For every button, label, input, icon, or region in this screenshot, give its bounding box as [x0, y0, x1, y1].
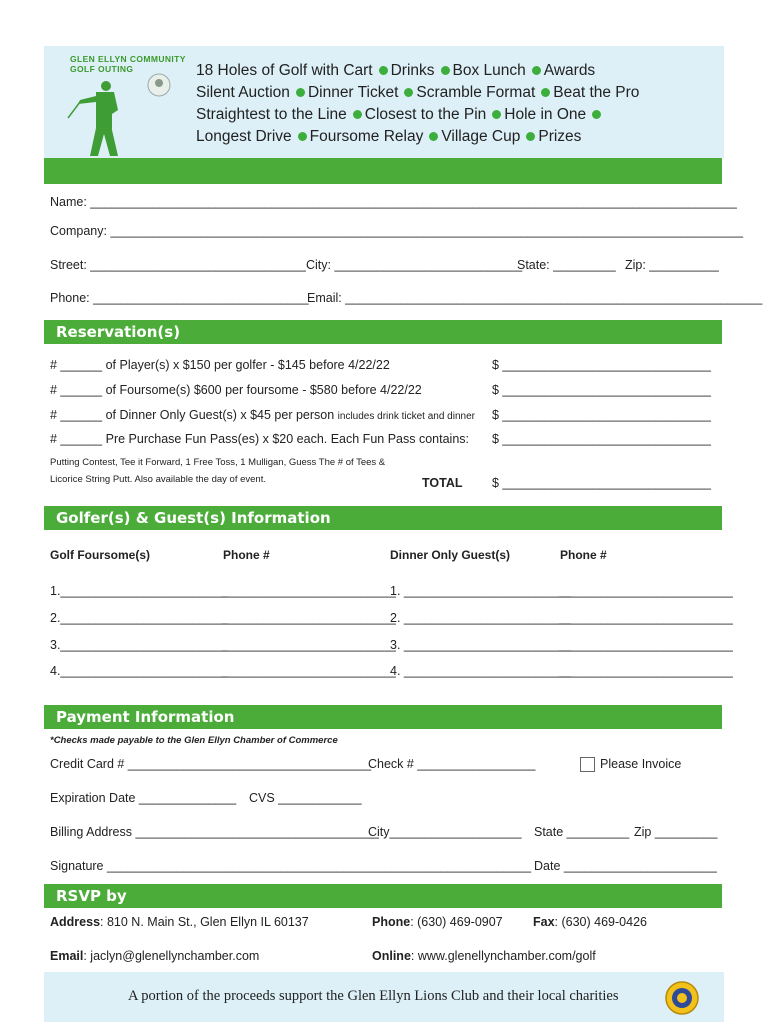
funpass-amount[interactable]: $ ______________________________	[492, 432, 711, 446]
credit-card-field[interactable]: Credit Card # ___________________________________	[50, 757, 372, 771]
rsvp-email[interactable]: Email: jaclyn@glenellynchamber.com	[50, 949, 260, 963]
col-phone-2: Phone #	[560, 548, 607, 562]
date-field[interactable]: Date ______________________	[534, 859, 717, 873]
checks-note: *Checks made payable to the Glen Ellyn Chamber of Commerce	[50, 735, 338, 746]
billing-city-field[interactable]: City___________________	[368, 825, 522, 839]
name-field[interactable]: Name: _____________________________________________________________________________________________	[50, 195, 737, 209]
golfers-header: Golfer(s) & Guest(s) Information	[44, 506, 722, 530]
features-row-3: Straightest to the Line Closest to the Pin Hole in One	[196, 104, 639, 126]
total-label: TOTAL	[422, 476, 463, 490]
golfer-entry-3[interactable]: 3.________________________	[50, 638, 228, 652]
lions-club-emblem-icon	[664, 980, 700, 1016]
funpass-field[interactable]: # ______ Pre Purchase Fun Pass(es) x $20 each. Each Fun Pass contains:	[50, 432, 469, 446]
reservations-header: Reservation(s)	[44, 320, 722, 344]
guest-entry-4[interactable]: 4. ________________________	[390, 664, 571, 678]
guest-entry-1[interactable]: 1. ________________________	[390, 584, 571, 598]
bullet-icon	[429, 132, 438, 141]
bullet-icon	[441, 66, 450, 75]
street-field[interactable]: Street: _______________________________	[50, 258, 306, 272]
total-amount[interactable]: $ ______________________________	[492, 476, 711, 490]
guest-entry-3[interactable]: 3. ________________________	[390, 638, 571, 652]
bullet-icon	[298, 132, 307, 141]
bullet-icon	[532, 66, 541, 75]
payment-header: Payment Information	[44, 705, 722, 729]
guest-phone-3[interactable]: _________________________	[559, 638, 733, 652]
bullet-icon	[541, 88, 550, 97]
header-divider-bar	[44, 158, 722, 184]
features-row-4: Longest Drive Foursome Relay Village Cup Prizes	[196, 128, 582, 145]
foursomes-field[interactable]: # ______ of Foursome(s) $600 per foursome - $580 before 4/22/22	[50, 383, 422, 397]
billing-zip-field[interactable]: Zip _________	[634, 825, 718, 839]
golfer-entry-4[interactable]: 4.________________________	[50, 664, 228, 678]
golfer-entry-2[interactable]: 2.________________________	[50, 611, 228, 625]
footer-text: A portion of the proceeds support the Glen Ellyn Lions Club and their local charities	[128, 988, 619, 1004]
expiration-field[interactable]: Expiration Date ______________	[50, 791, 237, 805]
cvs-field[interactable]: CVS ____________	[249, 791, 362, 805]
state-field[interactable]: State: _________	[517, 258, 616, 272]
check-field[interactable]: Check # _________________	[368, 757, 536, 771]
players-amount[interactable]: $ ______________________________	[492, 358, 711, 372]
col-golf-foursomes: Golf Foursome(s)	[50, 548, 151, 562]
lions-emblem-small-icon	[147, 73, 171, 97]
funpass-description: Putting Contest, Tee it Forward, 1 Free Toss, 1 Mulligan, Guess The # of Tees & Licorice String Putt. Also available the day of event.	[50, 457, 386, 485]
dinner-field[interactable]: # ______ of Dinner Only Guest(s) x $45 per person includes drink ticket and dinner	[50, 408, 475, 422]
rsvp-header: RSVP by	[44, 884, 722, 908]
players-field[interactable]: # ______ of Player(s) x $150 per golfer - $145 before 4/22/22	[50, 358, 390, 372]
rsvp-online[interactable]: Online: www.glenellynchamber.com/golf	[372, 949, 596, 963]
dinner-amount[interactable]: $ ______________________________	[492, 408, 711, 422]
golfer-phone-1[interactable]: _________________________	[222, 584, 396, 598]
guest-phone-1[interactable]: _________________________	[559, 584, 733, 598]
zip-field[interactable]: Zip: __________	[625, 258, 719, 272]
golfer-entry-1[interactable]: 1.________________________	[50, 584, 228, 598]
city-field[interactable]: City: ___________________________	[306, 258, 523, 272]
guest-phone-4[interactable]: _________________________	[559, 664, 733, 678]
rsvp-address: Address: 810 N. Main St., Glen Ellyn IL 60137	[50, 915, 309, 929]
rsvp-fax: Fax: (630) 469-0426	[533, 915, 647, 929]
guest-phone-2[interactable]: _________________________	[559, 611, 733, 625]
billing-address-field[interactable]: Billing Address ___________________________________	[50, 825, 379, 839]
bullet-icon	[404, 88, 413, 97]
bullet-icon	[379, 66, 388, 75]
foursomes-amount[interactable]: $ ______________________________	[492, 383, 711, 397]
phone-field[interactable]: Phone: _______________________________	[50, 291, 309, 305]
golfer-phone-4[interactable]: _________________________	[222, 664, 396, 678]
signature-field[interactable]: Signature _____________________________________________________________	[50, 859, 532, 873]
please-invoice-label: Please Invoice	[600, 757, 682, 771]
email-field[interactable]: Email: ____________________________________________________________	[307, 291, 763, 305]
bullet-icon	[526, 132, 535, 141]
col-phone-1: Phone #	[223, 548, 270, 562]
bullet-icon	[353, 110, 362, 119]
features-row-1: 18 Holes of Golf with Cart Drinks Box Lunch Awards	[196, 62, 596, 79]
please-invoice-checkbox[interactable]	[580, 757, 595, 772]
golfer-phone-3[interactable]: _________________________	[222, 638, 396, 652]
company-field[interactable]: Company: ___________________________________________________________________________________________	[50, 224, 744, 238]
golfer-silhouette-icon	[66, 70, 146, 162]
col-dinner-guests: Dinner Only Guest(s)	[390, 548, 511, 562]
event-logo-text: GLEN ELLYN COMMUNITY GOLF OUTING	[70, 54, 186, 74]
guest-entry-2[interactable]: 2. ________________________	[390, 611, 571, 625]
dinner-note: includes drink ticket and dinner	[337, 411, 475, 422]
rsvp-phone: Phone: (630) 469-0907	[372, 915, 503, 929]
bullet-icon	[592, 110, 601, 119]
features-row-2: Silent Auction Dinner Ticket Scramble Format Beat the Pro	[196, 84, 640, 101]
bullet-icon	[296, 88, 305, 97]
billing-state-field[interactable]: State _________	[534, 825, 630, 839]
event-features	[196, 60, 639, 148]
golfer-phone-2[interactable]: _________________________	[222, 611, 396, 625]
bullet-icon	[492, 110, 501, 119]
